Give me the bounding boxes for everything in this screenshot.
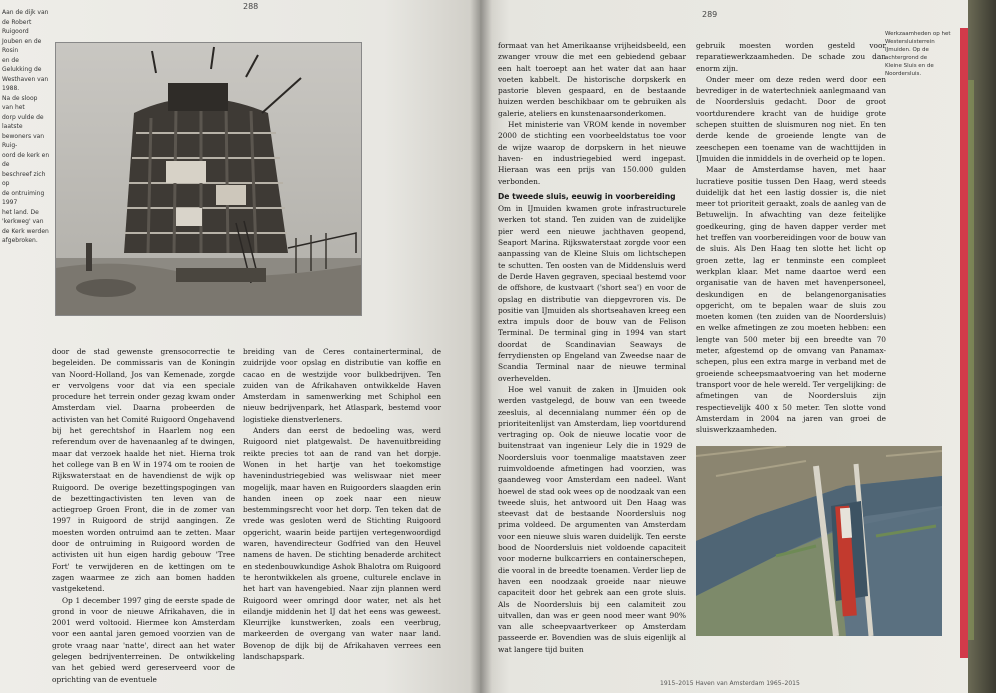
- paragraph: gebruik moesten worden gesteld voor reparatiewerkzaamheden. De schade zou dan enorm zijn.: [696, 41, 886, 73]
- left-column-2: [243, 346, 441, 662]
- paragraph: breiding van de Ceres containerterminal, de zuidrijde voor opslag en distributie van koffie en cacao en de westzijde voor bulkbedrijven. Ten zuiden van de Afrikahaven ontwikkelde Haven Amsterdam in samenwerking met Schiphol een nieuw bedrijvenpark, het Atlaspark, bestemd voor logistieke dienstverleners.: [243, 347, 441, 424]
- tower-illustration: [56, 43, 361, 315]
- paragraph: Hoe wel vanuit de zaken in IJmuiden ook werden vastgelegd, de bouw van een tweede zeesluis, al decennialang nummer één op de prioriteitenlijst van Amsterdam, liep voortdurend vertraging op. Ook de nieuwe locatie voor de buitenstraat van ingenieur Lely die in 1929 de Noordersluis voor toenmalige maatstaven zeer ruimvoldoende afmetingen had voorzien, was gaandeweg voor Amsterdam een nadeel. Want hoewel de stad ook wees op de noodzaak van een tweede sluis, het antwoord uit Den Haag was steevast dat de bestaande Noordersluis nog prima voldeed. De argumenten van Amsterdam voor een nieuwe sluis waren duidelijk. Ten eerste bood de Noordersluis niet voldoende capaciteit voor moderne bulkcarriers en containerschepen, die vooral in de breedte toenamen. Verder liep de haven een noodzaak groeide naar nieuwe capaciteit door het gebrek aan een grote sluis. Als de Noordersluis bij een calamiteit zou uitvallen, dan was er geen nood meer want 90% van alle scheepvaartverkeer op Amsterdam passeerde er. Bovendien was de sluis eigenlijk al wat langere tijd buiten: [498, 384, 686, 654]
- page-footer: 1915–2015 Haven van Amsterdam 1965–2015: [660, 680, 800, 687]
- book-gutter: [470, 0, 492, 693]
- right-column-2: [696, 40, 886, 435]
- right-column-1: [498, 40, 686, 655]
- left-page-number: 288: [243, 2, 259, 11]
- paragraph: Het ministerie van VROM kende in november 2000 de stichting een voorbeeldstatus toe voor de wijze waarop de dorpskern in het nieuwe haven- en industriegebied werd ingepast. Hieraan was een prijs van 150.000 gulden verbonden.: [498, 120, 686, 186]
- paragraph: door de stad gewenste grensocorrectie te begeleiden. De commissaris van de Koningin van Noord-Holland, Jos van Kemenade, zorgde er vervolgens voor dat via een speciale procedure het terrein onder gezag kwam onder Amsterdam viel. Daarna probeerden de activisten van het Comité Ruigoord Ongehavend bij het gerechtshof in Haarlem nog een referendum over de havenaanleg af te dwingen, maar dat verzoek haalde het niet. Hierna trok het college van B en W in 1974 om te rooien de Rijkswaterstaat en de havendienst de wijk op Ruigoord. De overige bezettingspogingen van de bezettingactivisten ten leven van de actiegroep Groen Front, die in de zomer van 1997 in Ruigoord de strijd aangingen. Ze moesten worden ontruimd aan te zetten. Maar door de ontruiming in Ruigoord worden de activisten uit hun eigen hardig gebouw 'Tree Fort' te verwijderen en de kettingen om te zagen waarmee ze zich aan bomen hadden vastgeketend.: [52, 347, 235, 594]
- right-page-number: 289: [702, 10, 718, 19]
- red-bookmark-edge: [960, 28, 968, 658]
- ruigoord-tower-photo: [55, 42, 362, 316]
- paragraph: Om in IJmuiden kwamen grote infrastructurele werken tot stand. Ten zuiden van de zuidelijke pier werd een nieuwe jachthaven geopend, Seaport Marina. Rijkswaterstaat zorgde voor een aanpassing van de Kleine Sluis om lichtschepen te schutten. Ten oosten van de Middensluis werd de Derde Haven gegraven, speciaal bestemd voor de offshore, de kustvaart ('short sea') en voor de opslag en distributie van diepgevroren vis. De positie van IJmuiden als shortseahaven kreeg een extra impuls door de bouw van de Felison Terminal. De terminal ging in 1994 van start doordat de Scandinavian Seaways de ferrydiensten op Engeland van Zweedse naar de Scandia Terminal naar de nieuwe terminal overhevelden.: [498, 204, 686, 383]
- left-page: [0, 0, 480, 693]
- paragraph: Onder meer om deze reden werd door een bevrediger in de watertechniek aanlegmaand van de Noordersluis gedacht. Door de groot voortdurendere kracht van de huidige grote schepen stuitten de sluismuren nog niet. En ten derde kende de groeiende lengte van de zeeschepen een toename van de wachttijden in IJmuiden die inmiddels in de overheid op te lopen.: [696, 74, 886, 163]
- paragraph: Op 1 december 1997 ging de eerste spade de grond in voor de nieuwe Afrikahaven, die in 2001 werd voltooid. Hiermee kon Amsterdam voor een aantal jaren gemoed voorzien van de grote vraag naar 'natte', direct aan het water gelegen bedrijventerreinen. De ontwikkeling van het gebied werd gereserveerd voor de oprichting van de eventuele: [52, 595, 235, 684]
- page-edge-tint: [968, 80, 974, 640]
- left-column-1: [52, 346, 235, 685]
- paragraph: Anders dan eerst de bedoeling was, werd Ruigoord niet platgewalst. De havenuitbreiding reikte precies tot aan de rand van het dorpje. Wonen in het hartje van het toekomstige havenindustriegebied was weliswaar niet meer mogelijk, maar haven en Ruigoorders slaagden erin handen ineen op zoek naar een nieuw bestemmingsrecht voor het dorp. Ten teken dat de vrede was gesloten werd de Stichting Ruigoord opgericht, waarin beide partijen vertegenwoordigd waren, havendirecteur Godfried van den Heuvel namens de haven. De stichting benaderde architect en stedenbouwkundige Ashok Bhalotra om Ruigoord te herontwikkelen als groene, culturele enclave in het hart van havengebied. Naar zijn plannen werd Ruigoord weer omringd door water, net als het eilandje middenin het IJ dat het eens was geweest. Kleurrijke kunstwerken, zoals een veerbrug, markeerden de overgang van water naar land. Bovenop de dijk bij de Afrikahaven verrees een landschapspark.: [243, 426, 441, 662]
- right-photo-caption: Werkzaamheden op het Westersluisterrein IJmuiden. Op de achtergrond de Kleine Sluis en de Noordersluis.: [885, 31, 951, 77]
- paragraph: Maar de Amsterdamse haven, met haar lucratieve positie tussen Den Haag, werd steeds duidelijk dat het een lastig dossier is, die niet meer tot prioriteit geraakt, zoals de aanleg van de Betuwelijn. In afwachting van deze feitelijke goedkeuring, ging de haven dapper verder met het treffen van voorbereidingen voor de bouw van de sluis. Als Den Haag ten slotte het licht op groen zette, lag er tenminste een compleet werkplan klaar. Met name daartoe werd een organisatie van de haven met havenpersoneel, deskundigen en de belangenorganisaties opgericht, om te bepalen waar de sluis zou moeten komen (ten zuiden van de Noordersluis) en welke afmetingen ze zou moeten hebben: een lengte van 500 meter bij een breedte van 70 meter, afgestemd op de omvang van Panamax-schepen, plus een extra marge in verband met de groeiende scheepsmaatvoering van het moderne transport voor de hele wereld. Ter vergelijking: de afmetingen van de Noordersluis zijn respectievelijk 400 x 50 meter. Ten slotte vond Amsterdam in 2004 na jaren van groei de sluiswerkzaamheden.: [696, 165, 886, 435]
- locks-illustration: [696, 446, 942, 636]
- ijmuiden-locks-aerial-photo: [696, 446, 942, 636]
- section-heading: De tweede sluis, eeuwig in voorbereiding: [498, 191, 676, 201]
- left-photo-caption: Aan de dijk van de Robert Ruigoord Jouben en de Rosin en de Gelukking de Westhaven van 1988. Na de sloop van het dorp vulde de laatste bewoners van Ruig- oord de kerk en de beschreef zich op de ontruiming 1997 het land. De 'kerkweg' van de Kerk werden afgebroken.: [2, 9, 50, 244]
- paragraph: formaat van het Amerikaanse vrijheidsbeeld, een zwanger vrouw die met een gebiedend gebaar een halt toeroept aan het water dat aan haar voeten kabbelt. De historische dorpskerk en pastorie bleven gespaard, en de bestaande huizen werden beschikbaar om te gebruiken als galerie, ateliers en kunstenaarsonderkomen.: [498, 41, 686, 118]
